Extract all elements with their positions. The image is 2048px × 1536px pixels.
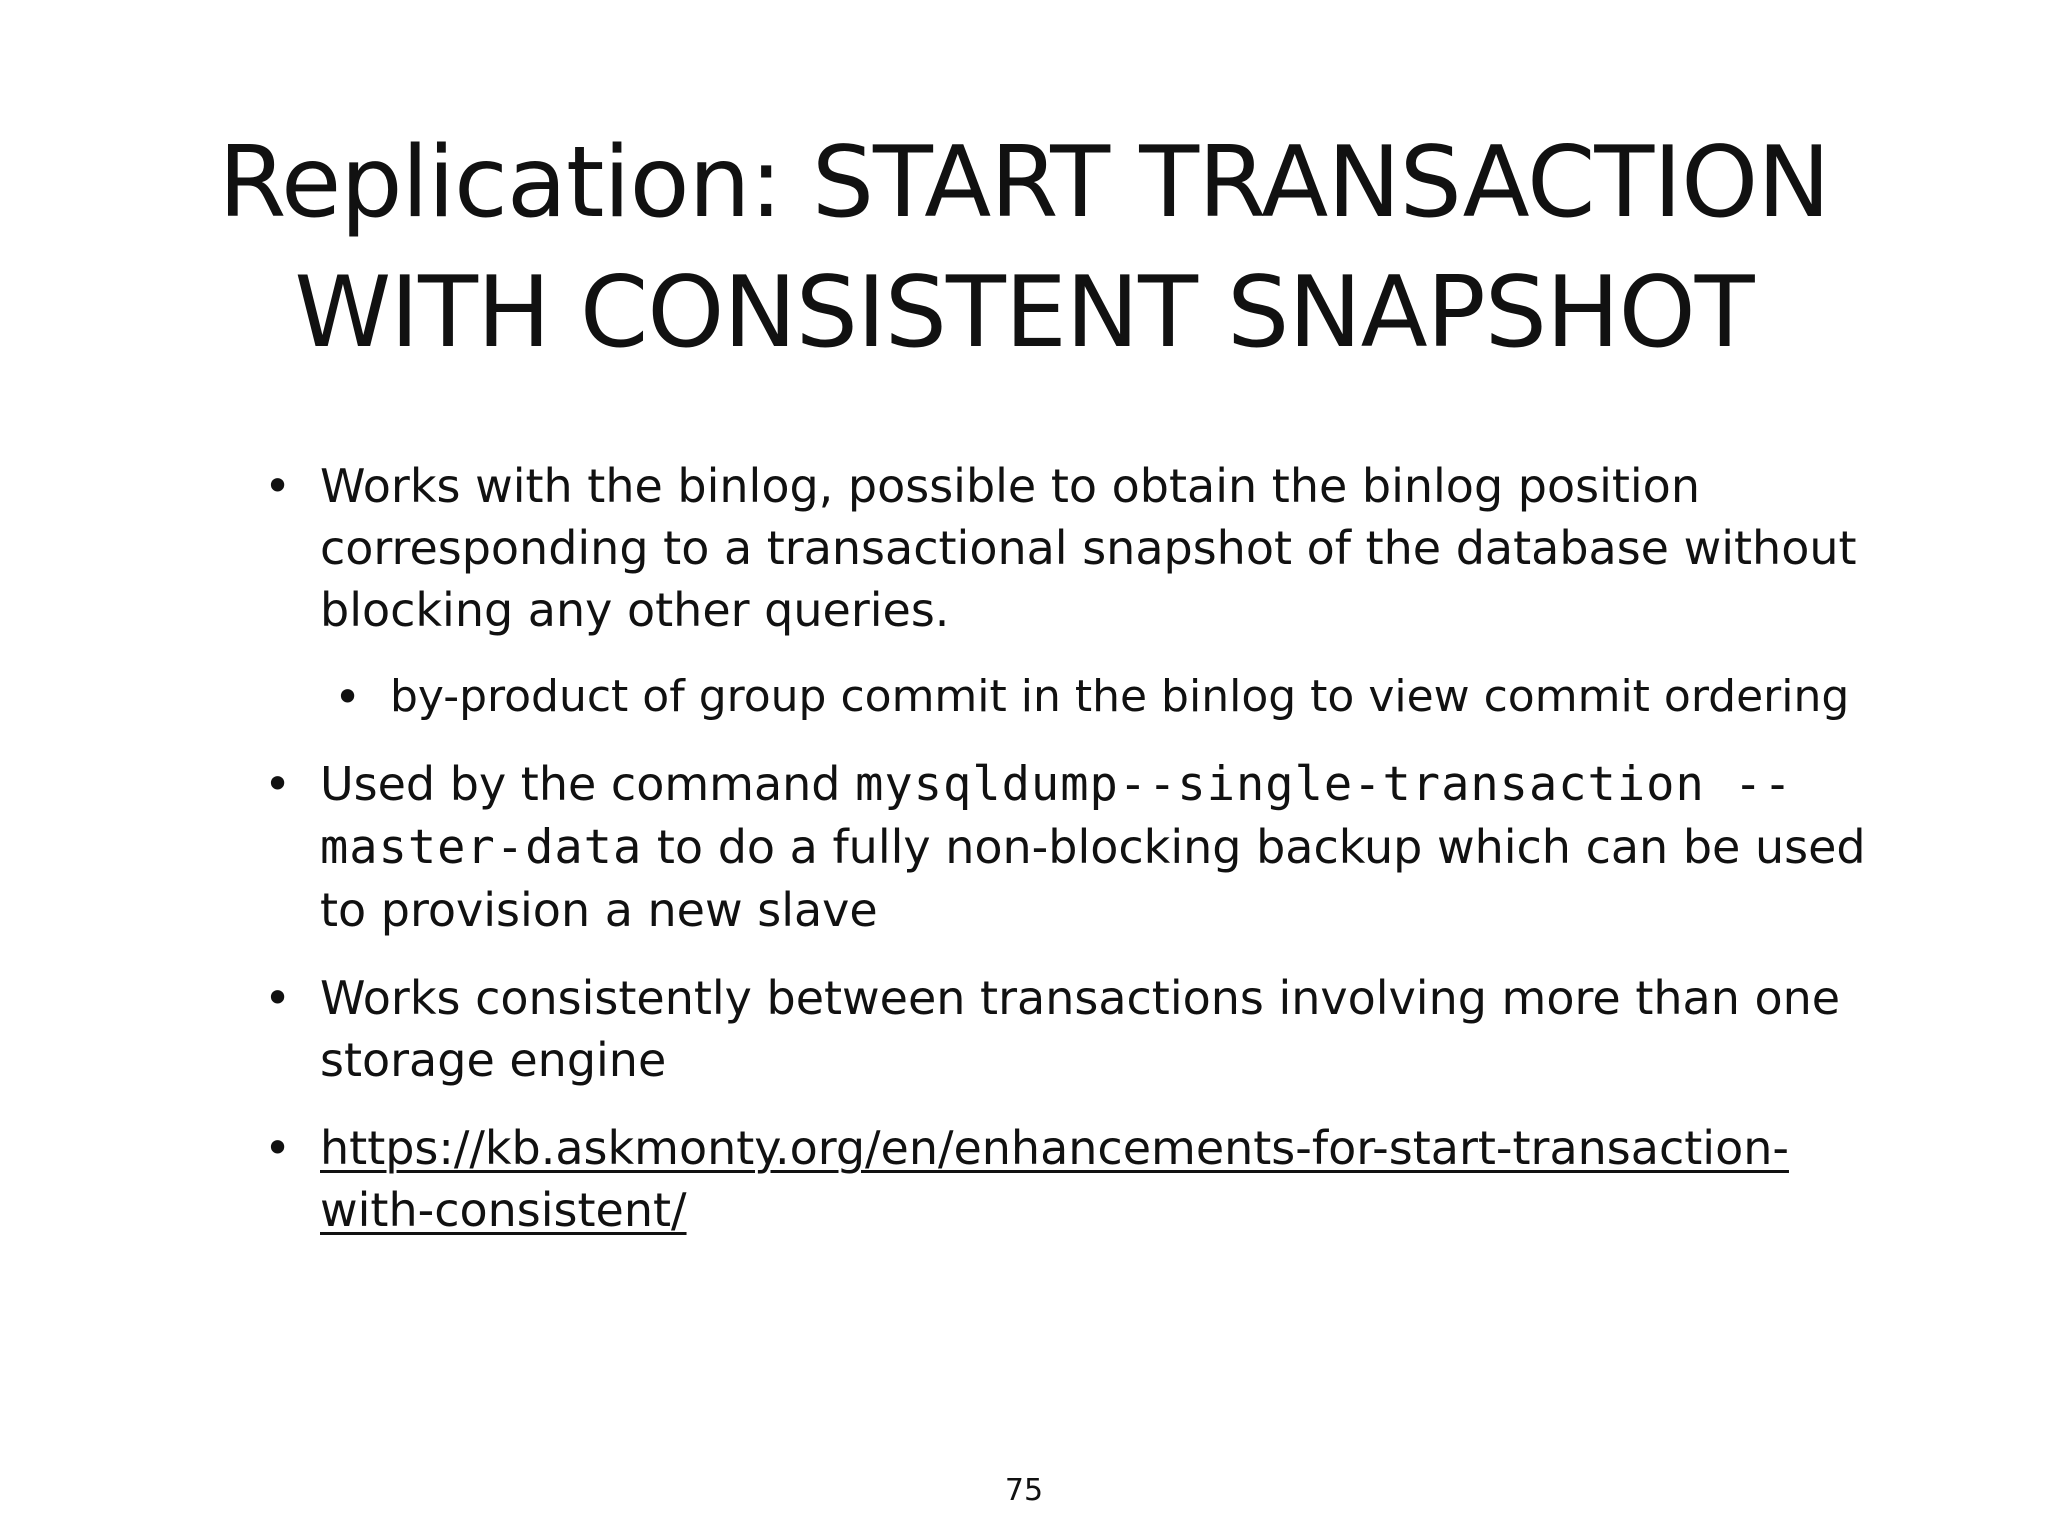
bullet-item-link <box>260 1117 1870 1241</box>
bullet-text-suffix: to do a fully non-blocking backup which can be used to provision a new slave <box>320 820 1866 937</box>
bullet-item-mysqldump <box>260 753 1870 941</box>
bullet-list <box>260 455 1870 1267</box>
bullet-text-prefix: Used by the command <box>320 757 856 811</box>
bullet-item-storage-engine <box>260 967 1870 1091</box>
page-number: 75 <box>1004 1473 1044 1508</box>
slide-title <box>120 118 1928 378</box>
bullet-dot-icon: • <box>264 757 292 811</box>
slide-title-line-1: Replication: START TRANSACTION <box>218 126 1830 240</box>
bullet-text: Works with the binlog, possible to obtain the binlog position corresponding to a transactional snapshot of the database without blocking any other queries. <box>320 459 1857 637</box>
bullet-item-binlog <box>260 455 1870 641</box>
bullet-dot-icon: • <box>264 971 292 1025</box>
bullet-text: Works consistently between transactions involving more than one storage engine <box>320 971 1841 1087</box>
bullet-dot-icon: • <box>264 1121 292 1175</box>
reference-link[interactable]: https://kb.askmonty.org/en/enhancements-for-start-transaction-with-consistent/ <box>320 1121 1789 1237</box>
bullet-dot-icon: • <box>264 459 292 513</box>
bullet-text: by-product of group commit in the binlog to view commit ordering <box>390 671 1850 722</box>
bullet-dot-icon: • <box>334 670 362 724</box>
sub-bullet-item-group-commit <box>330 667 1870 727</box>
command-code: mysqldump--single-transaction --master-data <box>320 757 1793 875</box>
slide-title-line-2: WITH CONSISTENT SNAPSHOT <box>294 256 1754 370</box>
